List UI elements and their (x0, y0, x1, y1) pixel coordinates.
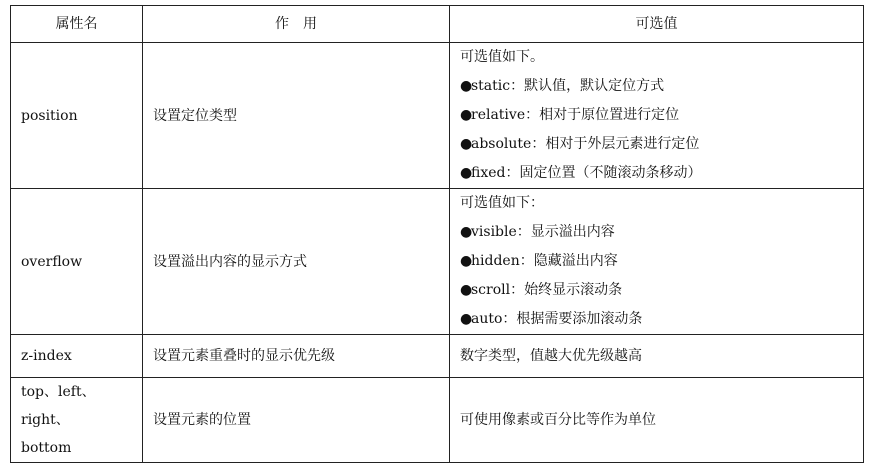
property-options-cell (450, 189, 864, 335)
bullet-icon: ● (460, 78, 473, 94)
property-effect-cell: 设置定位类型 (143, 43, 450, 189)
option-item (460, 101, 853, 130)
header-effect: 作 用 (143, 6, 450, 43)
option-text: scroll：始终显示滚动条 (471, 282, 623, 298)
property-name-cell: z-index (11, 335, 143, 378)
property-effect-cell: 设置溢出内容的显示方式 (143, 189, 450, 335)
table-row (11, 378, 864, 463)
option-item (460, 72, 853, 101)
header-property-name: 属性名 (11, 6, 143, 43)
option-item (460, 130, 853, 159)
option-text: absolute：相对于外层元素进行定位 (471, 136, 700, 152)
option-item (460, 159, 853, 188)
bullet-icon: ● (460, 253, 473, 269)
table-row (11, 335, 864, 378)
property-effect-cell: 设置元素重叠时的显示优先级 (143, 335, 450, 378)
bullet-icon: ● (460, 311, 473, 327)
option-item (460, 305, 853, 334)
header-options: 可选值 (450, 6, 864, 43)
option-text: visible：显示溢出内容 (471, 224, 615, 240)
property-name-cell: overflow (11, 189, 143, 335)
option-item (460, 218, 853, 247)
option-text: auto：根据需要添加滚动条 (471, 311, 643, 327)
option-text: fixed：固定位置（不随滚动条移动） (471, 165, 702, 181)
property-options-cell: 可使用像素或百分比等作为单位 (450, 378, 864, 463)
option-item (460, 276, 853, 305)
option-text: static：默认值，默认定位方式 (471, 78, 665, 94)
bullet-icon: ● (460, 282, 473, 298)
property-effect-cell: 设置元素的位置 (143, 378, 450, 463)
property-name-line: top、left、right、 (21, 384, 96, 428)
property-options-cell: 数字类型，值越大优先级越高 (450, 335, 864, 378)
option-text: relative：相对于原位置进行定位 (471, 107, 680, 123)
property-options-cell (450, 43, 864, 189)
bullet-icon: ● (460, 165, 473, 181)
bullet-icon: ● (460, 107, 473, 123)
bullet-icon: ● (460, 136, 473, 152)
table-row (11, 189, 864, 335)
property-name-line: bottom (21, 440, 72, 456)
options-intro: 可选值如下。 (460, 49, 544, 65)
bullet-icon: ● (460, 224, 473, 240)
property-name-cell (11, 378, 143, 463)
css-position-properties-table (10, 5, 864, 463)
option-item (460, 247, 853, 276)
option-text: hidden：隐藏溢出内容 (471, 253, 618, 269)
property-name-cell: position (11, 43, 143, 189)
table-header-row (11, 6, 864, 43)
options-intro: 可选值如下： (460, 195, 544, 211)
table-row (11, 43, 864, 189)
